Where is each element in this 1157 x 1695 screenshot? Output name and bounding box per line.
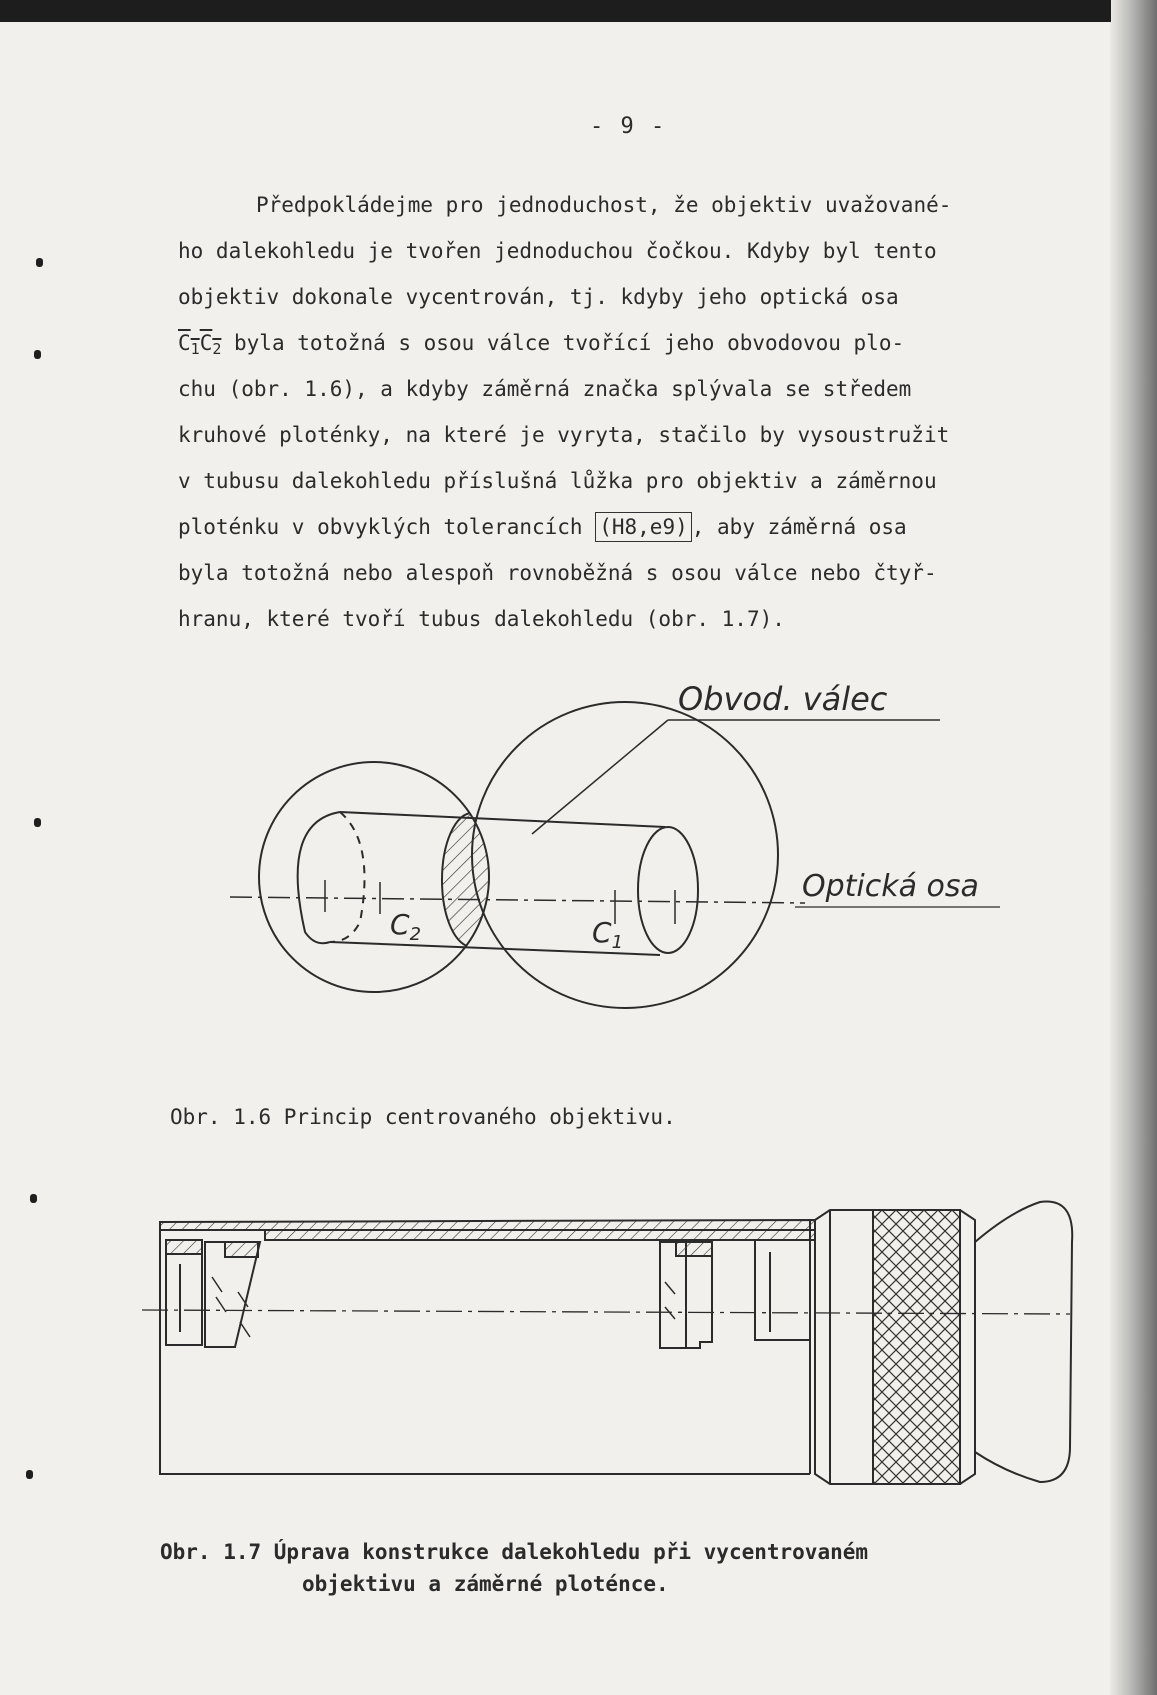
document-page xyxy=(0,22,1110,1695)
body-paragraph xyxy=(178,182,1118,642)
page-number: - 9 - xyxy=(590,114,667,139)
figure-1-6-caption: Obr. 1.6 Princip centrovaného objektivu. xyxy=(170,1105,676,1129)
scan-edge-top xyxy=(0,0,1157,22)
paragraph-line: chu (obr. 1.6), a kdyby záměrná značka splývala se středem xyxy=(178,377,912,401)
label-c2: $C_2$ xyxy=(390,908,422,945)
paragraph-line: hranu, které tvoří tubus dalekohledu (obr. 1.7). xyxy=(178,607,785,631)
binder-hole xyxy=(34,350,41,359)
right-circle xyxy=(472,702,778,1008)
paragraph-line: $C_1C_2$ byla totožná s osou válce tvořící jeho obvodovou plo- xyxy=(178,331,905,358)
axis-symbol: $C_1C_2$ xyxy=(178,331,222,358)
paragraph-line: byla totožná nebo alespoň rovnoběžná s osou válce nebo čtyř- xyxy=(178,561,937,585)
figure-centered-objective xyxy=(0,662,1110,1082)
paragraph-line: kruhové ploténky, na které je vyryta, stačilo by vysoustružit xyxy=(178,423,950,447)
label-c1: $C_1$ xyxy=(592,916,624,953)
hatched-lens xyxy=(442,813,502,947)
paragraph-line: Předpokládejme pro jednoduchost, že objektiv uvažované- xyxy=(256,193,952,217)
paragraph-line: ho dalekohledu je tvořen jednoduchou čočkou. Kdyby byl tento xyxy=(178,239,937,263)
paragraph-line: v tubusu dalekohledu příslušná lůžka pro objektiv a záměrnou xyxy=(178,469,937,493)
paragraph-line: ploténku v obvyklých tolerancích (H8,e9) , aby záměrná osa xyxy=(178,504,1118,550)
tolerance-box: (H8,e9) xyxy=(595,512,692,542)
paragraph-line: objektiv dokonale vycentrován, tj. kdyby jeho optická osa xyxy=(178,285,899,309)
label-cylinder: Obvod. válec xyxy=(678,680,888,718)
label-optical-axis: Optická osa xyxy=(802,869,979,904)
figure-telescope-tube xyxy=(0,1182,1110,1512)
figure-1-7-caption: Obr. 1.7 Úprava konstrukce dalekohledu při vycentrovaném objektivu a záměrné ploténce. xyxy=(160,1540,869,1596)
binder-hole xyxy=(36,258,43,267)
